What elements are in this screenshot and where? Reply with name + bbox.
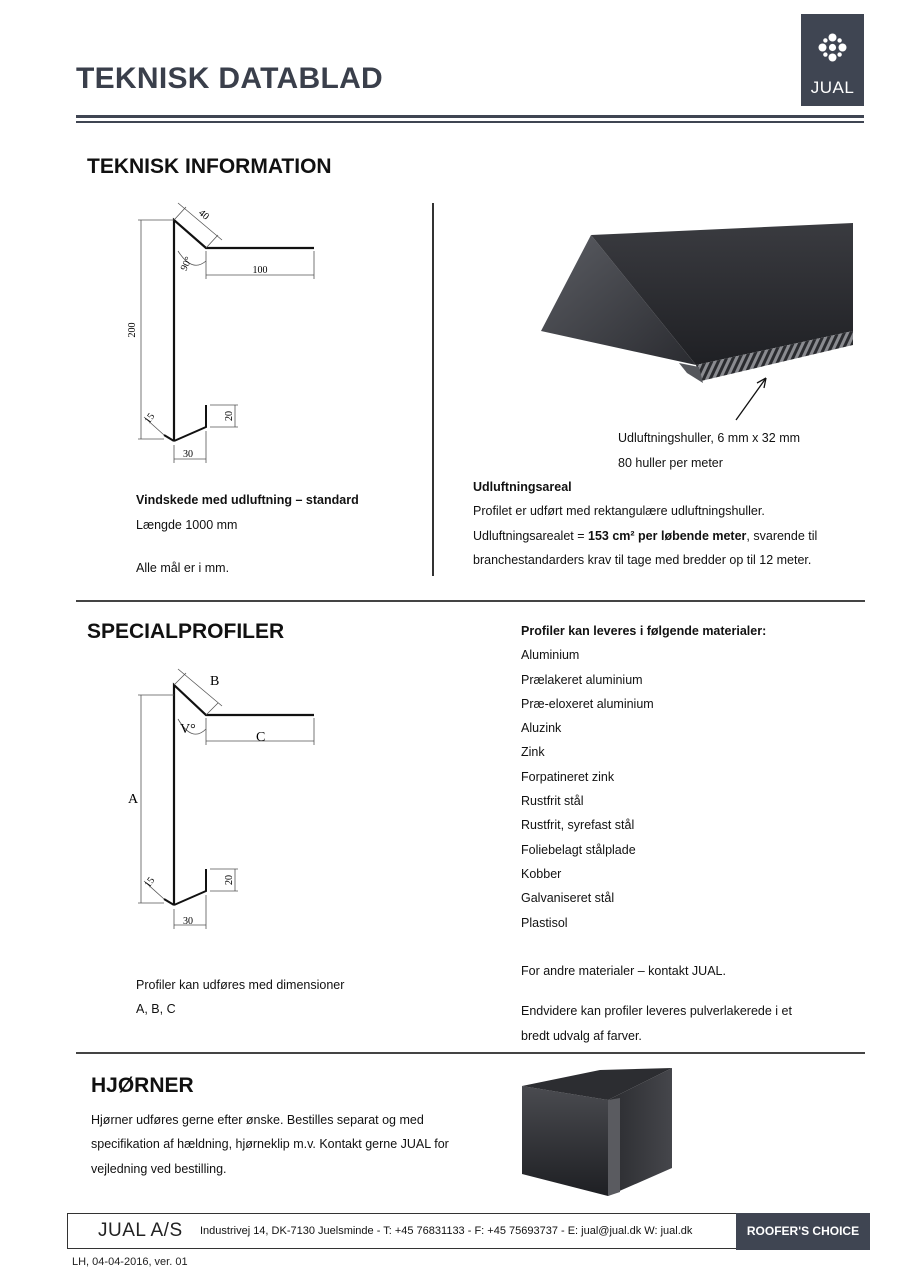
dim-top: 40 (196, 207, 211, 223)
section-heading-technical: TEKNISK INFORMATION (87, 155, 332, 178)
label-v: V° (180, 722, 196, 737)
label-b: B (210, 674, 220, 689)
footer-address: Industrivej 14, DK-7130 Juelsminde - T: +45 76831133 - F: +45 75693737 - E: jual@jual.dk W: jual.dk (200, 1225, 693, 1237)
header-rule (76, 115, 864, 118)
dim-base: 30 (183, 916, 193, 927)
powder-coat-line-2: bredt udvalg af farver. (521, 1029, 642, 1043)
version-note: LH, 04-04-2016, ver. 01 (72, 1256, 188, 1268)
vent-area-heading: Udluftningsareal (473, 480, 572, 494)
corner-photo (520, 1066, 674, 1198)
label-a: A (128, 792, 139, 807)
jual-logo (801, 14, 864, 106)
vent-holes-text: Udluftningshuller, 6 mm x 32 mm (618, 431, 801, 445)
vent-area-line-3: branchestandarders krav til tage med bredder op til 12 meter. (473, 553, 812, 567)
dimensions-line-1: Profiler kan udføres med dimensioner (136, 978, 345, 992)
standard-profile-drawing (120, 195, 330, 470)
dim-base: 30 (183, 449, 193, 460)
material-item: Prælakeret aluminium (521, 673, 643, 687)
holes-per-meter-text: 80 huller per meter (618, 456, 723, 470)
profile-photo (541, 213, 854, 391)
material-item: Rustfrit, syrefast stål (521, 818, 635, 832)
vent-area-line-1: Profilet er udført med rektangulære udluftningshuller. (473, 504, 765, 518)
dim-angle: 90° (178, 255, 195, 273)
section-divider-2 (76, 1052, 865, 1054)
label-c: C (256, 730, 266, 745)
section-heading-special: SPECIALPROFILER (87, 620, 285, 643)
material-item: Aluminium (521, 648, 580, 662)
corners-line-3: vejledning ved bestilling. (91, 1162, 227, 1176)
vent-area-pre: Udluftningsarealet = (473, 529, 589, 543)
arrow-icon (732, 372, 772, 424)
flower-icon (815, 30, 850, 65)
vent-area-line-2 (473, 529, 817, 543)
materials-heading: Profiler kan leveres i følgende materialer: (521, 624, 767, 638)
dim-height: 200 (127, 322, 138, 338)
material-item: Plastisol (521, 916, 568, 930)
dimensions-line-2: A, B, C (136, 1002, 176, 1016)
special-profile-drawing (120, 665, 330, 935)
material-item: Aluzink (521, 721, 562, 735)
column-divider (432, 203, 434, 576)
roofers-choice-badge: ROOFER'S CHOICE (736, 1213, 870, 1250)
vent-area-post: , svarende til (746, 529, 818, 543)
profile-caption-title: Vindskede med udluftning – standard (136, 493, 359, 507)
material-item: Galvaniseret stål (521, 891, 615, 905)
vent-area-value: 153 cm² per løbende meter (588, 529, 747, 543)
header-rule-thin (76, 121, 864, 123)
other-materials-text: For andre materialer – kontakt JUAL. (521, 964, 726, 978)
material-item: Rustfrit stål (521, 794, 584, 808)
logo-text: JUAL (810, 78, 855, 97)
powder-coat-line-1: Endvidere kan profiler leveres pulverlakerede i et (521, 1004, 792, 1018)
page-title: TEKNISK DATABLAD (76, 62, 383, 95)
units-note: Alle mål er i mm. (136, 561, 230, 575)
material-item: Kobber (521, 867, 562, 881)
profile-length: Længde 1000 mm (136, 518, 238, 532)
footer-bar (67, 1213, 870, 1249)
dim-drip-height: 20 (224, 875, 235, 885)
dim-drip: 15 (142, 875, 158, 890)
section-divider-1 (76, 600, 865, 602)
material-item: Præ-eloxeret aluminium (521, 697, 654, 711)
section-heading-corners: HJØRNER (91, 1074, 194, 1097)
corners-line-1: Hjørner udføres gerne efter ønske. Bestilles separat og med (91, 1113, 424, 1127)
dim-drip: 15 (142, 411, 158, 426)
corners-line-2: specifikation af hældning, hjørneklip m.v. Kontakt gerne JUAL for (91, 1137, 449, 1151)
material-item: Forpatineret zink (521, 770, 615, 784)
footer-company: JUAL A/S (98, 1220, 183, 1241)
material-item: Zink (521, 745, 545, 759)
material-item: Foliebelagt stålplade (521, 843, 636, 857)
dim-drip-height: 20 (224, 411, 235, 421)
dim-flange: 100 (252, 265, 268, 276)
